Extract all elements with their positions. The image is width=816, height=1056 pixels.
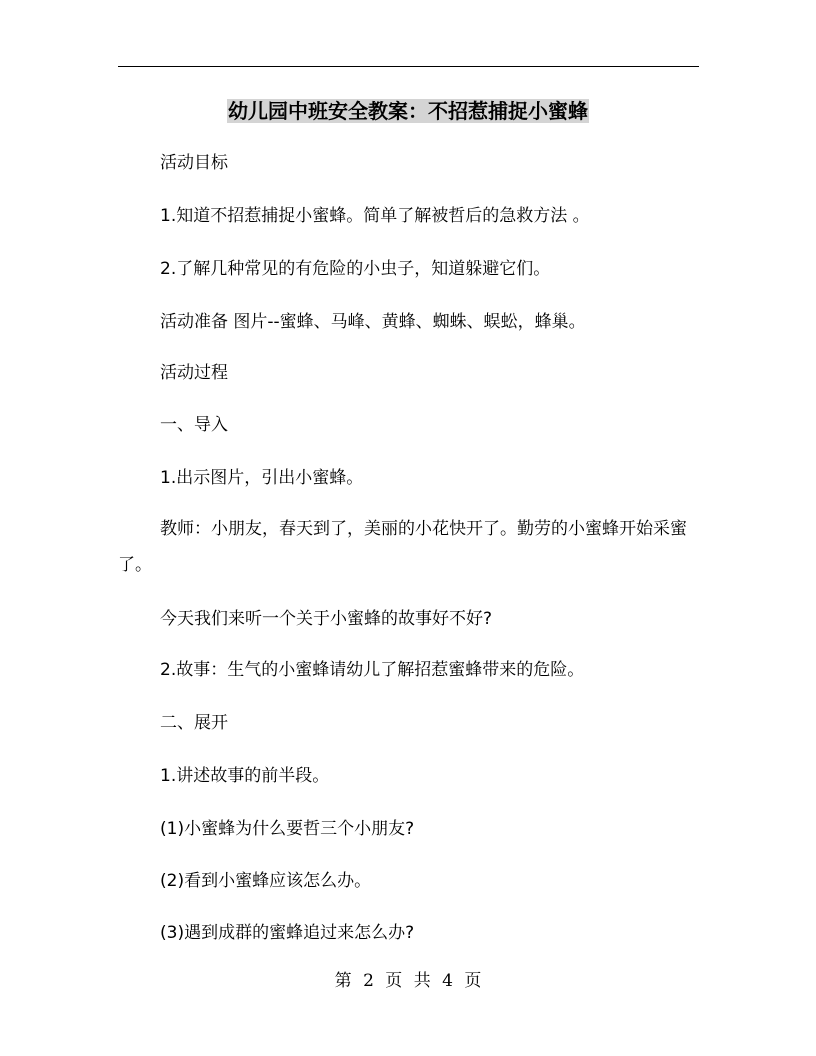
paragraph: 2.了解几种常见的有危险的小虫子，知道躲避它们。 [160, 259, 551, 279]
document-title-text: 幼儿园中班安全教案：不招惹捕捉小蜜蜂 [228, 99, 588, 123]
paragraph: (1)小蜜蜂为什么要哲三个小朋友? [160, 819, 415, 839]
section-heading-intro: 一、导入 [160, 415, 228, 435]
paragraph: (2)看到小蜜蜂应该怎么办。 [160, 871, 372, 891]
paragraph: 教师：小朋友，春天到了，美丽的小花快开了。勤劳的小蜜蜂开始采蜜了。 [118, 519, 687, 575]
section-heading-goals: 活动目标 [160, 153, 228, 173]
paragraph: 1.出示图片，引出小蜜蜂。 [160, 468, 364, 488]
paragraph: (3)遇到成群的蜜蜂追过来怎么办? [160, 923, 415, 943]
paragraph: 今天我们来听一个关于小蜜蜂的故事好不好? [160, 609, 493, 629]
section-heading-develop: 二、展开 [160, 713, 228, 733]
paragraph: 1.讲述故事的前半段。 [160, 766, 330, 786]
paragraph: 1.知道不招惹捕捉小蜜蜂。简单了解被哲后的急救方法 。 [160, 206, 590, 226]
section-heading-process: 活动过程 [160, 363, 228, 383]
header-rule [118, 66, 699, 67]
paragraph: 活动准备 图片--蜜蜂、马峰、黄蜂、蜘蛛、蜈蚣，蜂巢。 [160, 312, 586, 332]
page-footer: 第 2 页 共 4 页 [334, 971, 482, 991]
document-title [0, 97, 816, 125]
paragraph: 2.故事：生气的小蜜蜂请幼儿了解招惹蜜蜂带来的危险。 [160, 660, 585, 680]
